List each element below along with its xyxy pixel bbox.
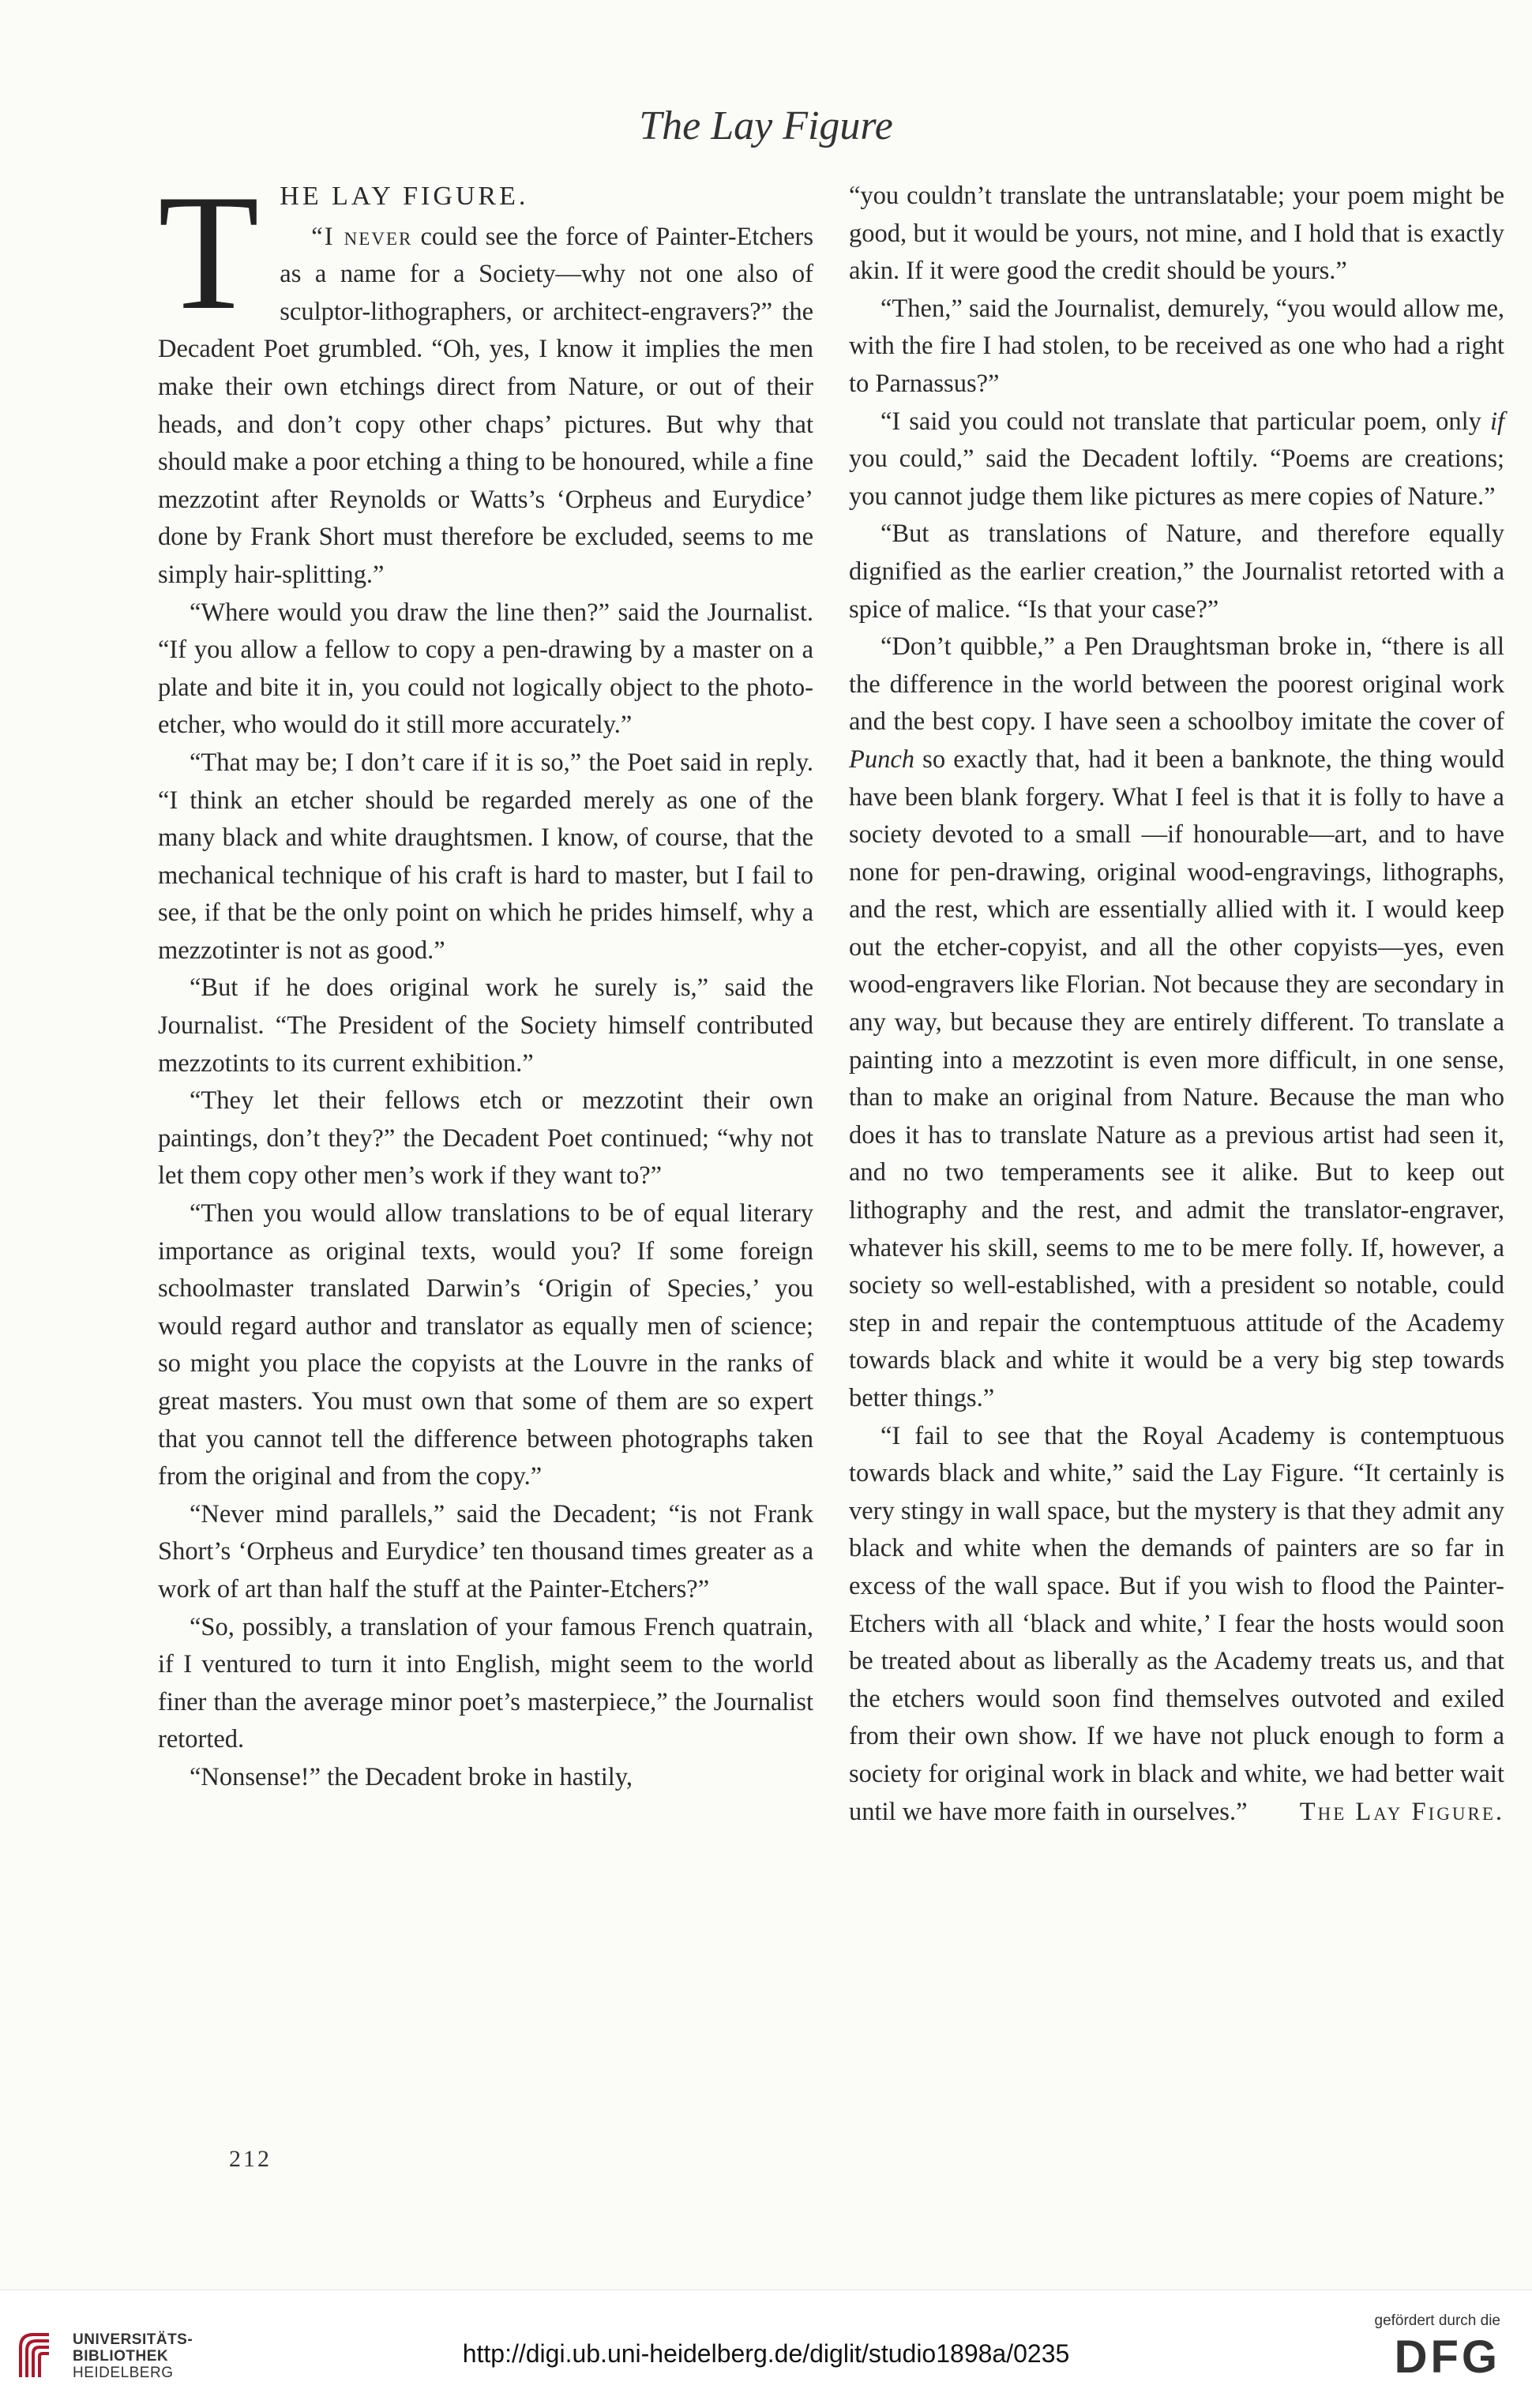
paragraph: “you couldn’t translate the untranslatable; your poem might be good, but it would be yours, not mine, and I hold that is exactly akin. If it were good the credit should be yours.” [849, 182, 1504, 286]
italic-word: Punch [849, 745, 915, 774]
paragraph [849, 628, 1504, 1417]
paragraph-text: you could,” said the Decadent loftily. “Poems are creations; you cannot judge them like pictures as mere copies of Nature.” [849, 444, 1504, 511]
library-name-line: BIBLIOTHEK [73, 2348, 169, 2365]
library-name-line: HEIDELBERG [73, 2365, 174, 2381]
paragraph: “Then,” said the Journalist, demurely, “you would allow me, with the fire I had stolen, to be received as one who had a right to Parnassus?” [849, 294, 1504, 398]
article-heading [158, 161, 813, 594]
paragraph: “Never mind parallels,” said the Decadent; “is not Frank Short’s ‘Orpheus and Eurydice’ ten thousand times greater as a work of art than half the stuff at the Painter-Etchers?” [158, 1499, 813, 1603]
left-column [158, 161, 813, 1797]
author-signature: The Lay Figure. [1299, 1797, 1504, 1826]
paragraph-text: “Don’t quibble,” a Pen Draughtsman broke in, “there is all the difference in the world between the poorest original work and the best copy. I have seen a schoolboy imitate the cover of [849, 632, 1504, 737]
paragraph: “But as translations of Nature, and therefore equally dignified as the earlier creation,” the Journalist retorted with a spice of malice. “Is that your case?” [849, 519, 1504, 624]
paragraph [849, 403, 1504, 516]
library-name-line: UNIVERSITÄTS- [73, 2331, 193, 2348]
paragraph-text: “I fail to see that the Royal Academy is contemptuous towards black and white,” said the Lay Figure. “It certainly is very stingy in wall space, but the mystery is that they admit any black and white when the demands of painters are so far in excess of the wall space. But if you wish to flood the Painter-Etchers with all ‘black and white,’ I fear the hosts would soon be treated about as liberally as the Academy treats us, and that the etchers would soon find themselves outvoted and exiled from their own show. If we have not pluck enough to form a society for original work in black and white, we had better wait until we have more faith in ourselves.” [849, 1421, 1504, 1826]
viewer-footer [0, 2290, 1532, 2408]
paragraph-text: could see the force of Painter-Etchers as a name for a Society—why not one also of sculptor-lithographers, or architect-engravers?” the Decadent Poet grumbled. “Oh, yes, I know it implies the men make their own etchings direct from Nature, or out of their heads, and don’t copy other chaps’ pictures. But why that should make a poor etching a thing to be honoured, while a fine mezzotint after Reynolds or Watts’s ‘Orpheus and Eurydice’ done by Frank Short must therefore be excluded, seems to me simply hair-splitting.” [158, 222, 813, 589]
lead-small-caps: “I never [311, 222, 413, 251]
paragraph: “Where would you draw the line then?” said the Journalist. “If you allow a fellow to copy a pen-drawing by a master on a plate and bite it in, you could not logically object to the photo-etcher, who would do it still more accurately.” [158, 598, 813, 740]
paragraph: “Nonsense!” the Decadent broke in hastily, [190, 1762, 633, 1791]
paragraph [849, 1418, 1504, 1832]
drop-cap: T [158, 161, 260, 344]
paragraph-text: so exactly that, had it been a banknote, the thing would have been blank forgery. What I feel is that it is folly to have a society devoted to a small —if honourable—art, and to have none for pen-drawing, original wood-engravings, lithographs, and the rest, which are essentially allied with it. I would keep out the etcher-copyist, and all the other copyists—yes, even wood-engravers like Florian. Not because they are secondary in any way, but because they are entirely different. To translate a painting into a mezzotint is even more difficult, in one sense, than to make an original from Nature. Because the man who does it has to translate Nature as a previous artist had seen it, and no two temperaments see it alike. But to keep out lithography and the rest, and admit the translator-engraver, whatever his skill, seems to me to be mere folly. If, however, a society so well-established, with a president so notable, could step in and repair the contemptuous attitude of the Academy towards black and white it would be a very big step towards better things.” [849, 745, 1504, 1412]
article-title: HE LAY FIGURE. [280, 182, 529, 211]
paragraph: “They let their fellows etch or mezzotint their own paintings, don’t they?” the Decadent Poet continued; “why not let them copy other men’s work if they want to?” [158, 1086, 813, 1191]
permalink-url[interactable]: http://digi.ub.uni-heidelberg.de/diglit/studio1898a/0235 [462, 2339, 1070, 2368]
funder-block[interactable] [1342, 2312, 1500, 2385]
page-number: 212 [229, 2146, 272, 2172]
dfg-logo: DFG [1394, 2331, 1500, 2383]
paragraph-text: “I said you could not translate that particular poem, only [881, 407, 1490, 436]
running-head: The Lay Figure [639, 103, 893, 148]
paragraph: “But if he does original work he surely is,” said the Journalist. “The President of the Society himself contributed mezzotints to its current exhibition.” [158, 973, 813, 1078]
paragraph: “So, possibly, a translation of your famous French quatrain, if I ventured to turn it into English, might seem to the world finer than the average minor poet’s masterpiece,” the Journalist retorted. [158, 1612, 813, 1754]
paragraph: “Then you would allow translations to be of equal literary importance as original texts, would you? If some foreign schoolmaster translated Darwin’s ‘Origin of Species,’ you would regard author and translator as equally men of science; so might you place the copyists at the Louvre in the ranks of great masters. You must own that some of them are so expert that you cannot tell the difference between photographs taken from the original and from the copy.” [158, 1199, 813, 1491]
paragraph: “That may be; I don’t care if it is so,” the Poet said in reply. “I think an etcher should be regarded merely as one of the many black and white draughtsmen. I know, of course, that the mechanical technique of his craft is hard to master, but I fail to see, if that be the only point on which he prides himself, why a mezzotinter is not as good.” [158, 748, 813, 965]
funder-label: gefördert durch die [1374, 2312, 1500, 2329]
right-column [849, 178, 1504, 1831]
italic-word: if [1489, 407, 1504, 436]
